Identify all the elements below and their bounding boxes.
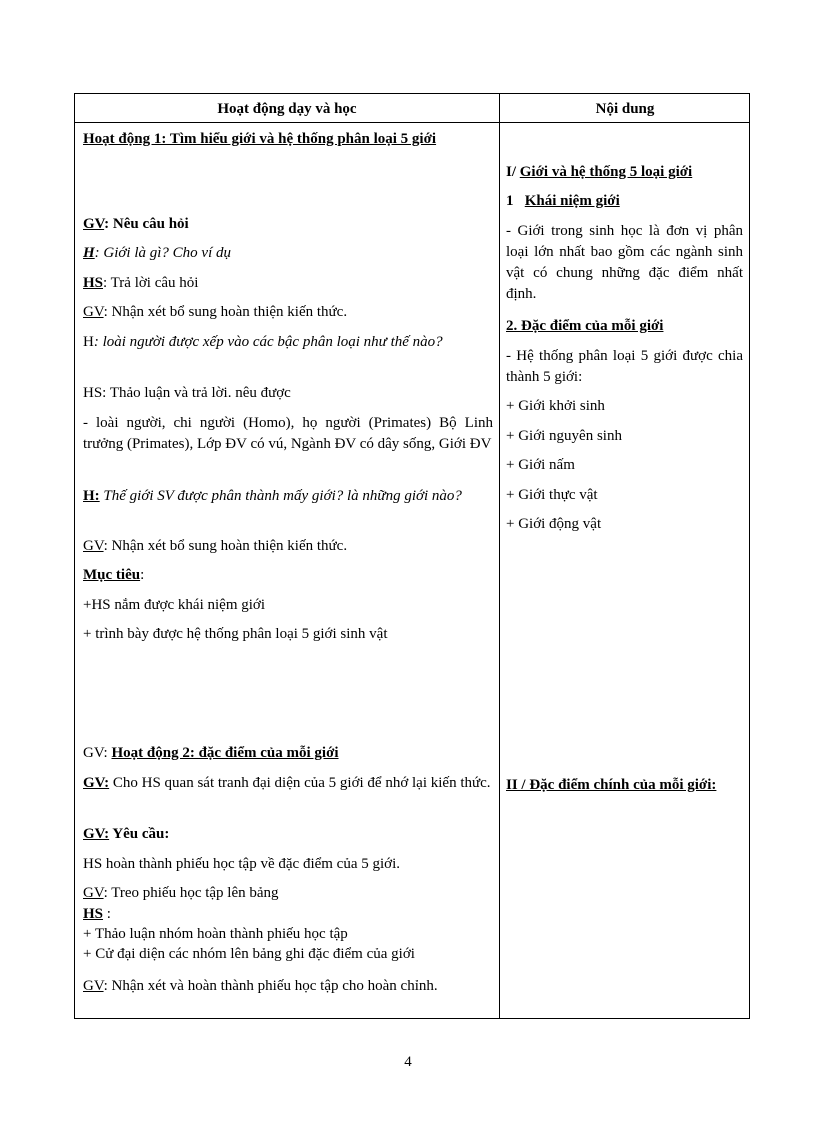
subsection-1-title: 1 Khái niệm giới xyxy=(506,193,620,209)
page-number: 4 xyxy=(404,1054,412,1070)
header-left: Hoạt động dạy và học xyxy=(217,101,357,117)
hs-worksheet-task: HS hoàn thành phiếu học tập về đặc điểm của 5 giới. xyxy=(83,856,401,872)
section-1-title: I/ Giới và hệ thống 5 loại giới xyxy=(506,164,693,180)
hs-discussion: HS: Thảo luận và trả lời. nêu được xyxy=(83,385,291,401)
kingdom-item: + Giới nấm xyxy=(506,457,575,473)
question-3: H: Thế giới SV được phân thành mấy giới? là những giới nào? xyxy=(83,488,462,504)
gv-comment-1: GV: Nhận xét bổ sung hoàn thiện kiến thức. xyxy=(83,304,348,320)
hs-classification-answer: - loài người, chi người (Homo), họ người (Primates) Bộ Linh trưởng (Primates), Lớp ĐV có vú, Ngành ĐV có dây sống, Giới ĐV xyxy=(83,415,493,452)
kingdom-item: + Giới động vật xyxy=(506,516,602,532)
objectives-label: Mục tiêu: xyxy=(83,567,145,583)
gv-request: GV: Yêu cầu: xyxy=(83,826,170,842)
kingdom-system-text: - Hệ thống phân loại 5 giới được chia thành 5 giới: xyxy=(506,348,743,385)
gv-show-pictures: GV: Cho HS quan sát tranh đại diện của 5 giới để nhớ lại kiến thức. xyxy=(83,775,491,791)
kingdom-item: + Giới thực vật xyxy=(506,487,598,503)
question-1: H: Giới là gì? Cho ví dụ xyxy=(83,245,232,261)
lesson-table xyxy=(74,93,750,1019)
kingdom-item: + Giới nguyên sinh xyxy=(506,428,622,444)
kingdom-item: + Giới khởi sinh xyxy=(506,398,605,414)
activity-2-title: GV: Hoạt động 2: đặc điểm của mỗi giới xyxy=(83,745,339,761)
gv-final-comment: GV: Nhận xét và hoàn thành phiếu học tập cho hoàn chỉnh. xyxy=(83,978,438,994)
column-divider xyxy=(499,94,500,1018)
header-divider xyxy=(75,122,749,123)
hs-task-1: + Thảo luận nhóm hoàn thành phiếu học tập xyxy=(83,926,348,942)
objective-1: +HS nắm được khái niệm giới xyxy=(83,597,266,613)
kingdom-definition: - Giới trong sinh học là đơn vị phân loại lớn nhất bao gồm các ngành sinh vật có chung những đặc điểm nhất định. xyxy=(506,223,743,302)
objective-2: + trình bày được hệ thống phân loại 5 giới sinh vật xyxy=(83,626,388,642)
hs-task-2: + Cử đại diện các nhóm lên bảng ghi đặc điểm của giới xyxy=(83,946,415,962)
gv-comment-2: GV: Nhận xét bổ sung hoàn thiện kiến thức. xyxy=(83,538,348,554)
gv-hang-worksheet: GV: Treo phiếu học tập lên bảng xyxy=(83,885,279,901)
hs-answer-1: HS: Trả lời câu hỏi xyxy=(83,275,199,291)
question-2: H: loài người được xếp vào các bậc phân loại như thế nào? xyxy=(83,334,443,350)
hs-label: HS : xyxy=(83,906,111,922)
header-right: Nội dung xyxy=(595,101,655,117)
section-2-title: II / Đặc điểm chính của mỗi giới: xyxy=(506,777,717,793)
gv-ask-question: GV: Nêu câu hỏi xyxy=(83,216,189,232)
activity-1-title: Hoạt động 1: Tìm hiểu giới và hệ thống phân loại 5 giới xyxy=(83,131,437,147)
subsection-2-title: 2. Đặc điểm của mỗi giới xyxy=(506,318,664,334)
